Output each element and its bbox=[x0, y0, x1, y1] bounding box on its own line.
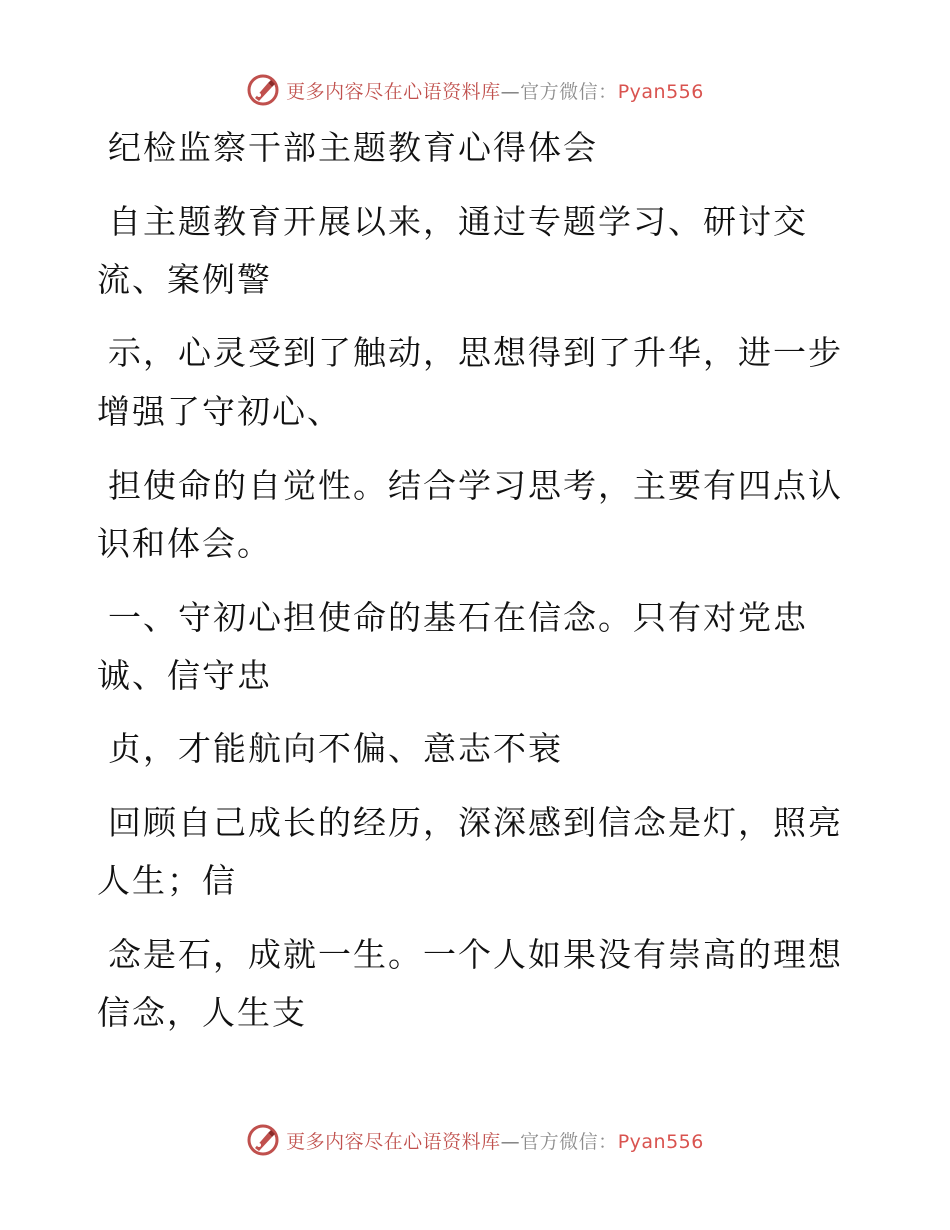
text-line-4: 增强了守初心、 bbox=[97, 392, 342, 431]
wechat-label: 官方微信： bbox=[520, 1130, 618, 1153]
text-line-10: 回顾自己成长的经历，深深感到信念是灯，照亮 bbox=[108, 803, 843, 842]
text-line-13: 信念，人生支 bbox=[97, 993, 307, 1032]
site-text: 更多内容尽在心语资料库 bbox=[286, 80, 501, 103]
banner-dash: — bbox=[500, 1130, 521, 1153]
text-line-11: 人生；信 bbox=[97, 861, 237, 900]
text-line-12: 念是石，成就一生。一个人如果没有崇高的理想 bbox=[108, 935, 843, 974]
header-banner-inner bbox=[246, 73, 704, 107]
text-line-7: 一、守初心担使命的基石在信念。只有对党忠 bbox=[108, 598, 808, 637]
header-banner bbox=[0, 70, 950, 110]
text-line-9: 贞，才能航向不偏、意志不衰 bbox=[108, 729, 563, 768]
text-line-3: 示，心灵受到了触动，思想得到了升华，进一步 bbox=[108, 333, 843, 372]
pen-logo-icon bbox=[246, 73, 280, 107]
text-line-2: 流、案例警 bbox=[97, 260, 272, 299]
text-line-8: 诚、信守忠 bbox=[97, 656, 272, 695]
footer-banner bbox=[0, 1120, 950, 1160]
text-line-5: 担使命的自觉性。结合学习思考，主要有四点认 bbox=[108, 466, 843, 505]
wechat-handle: Pyan556 bbox=[617, 80, 704, 103]
text-line-1: 自主题教育开展以来，通过专题学习、研讨交 bbox=[108, 202, 808, 241]
site-text: 更多内容尽在心语资料库 bbox=[286, 1130, 501, 1153]
banner-dash: — bbox=[500, 80, 521, 103]
footer-banner-text bbox=[286, 1127, 704, 1154]
pen-logo-icon bbox=[246, 1123, 280, 1157]
document-title: 纪检监察干部主题教育心得体会 bbox=[108, 128, 598, 167]
wechat-label: 官方微信： bbox=[520, 80, 618, 103]
footer-banner-inner bbox=[246, 1123, 704, 1157]
wechat-handle: Pyan556 bbox=[617, 1130, 704, 1153]
text-line-6: 识和体会。 bbox=[97, 524, 272, 563]
header-banner-text bbox=[286, 77, 704, 104]
